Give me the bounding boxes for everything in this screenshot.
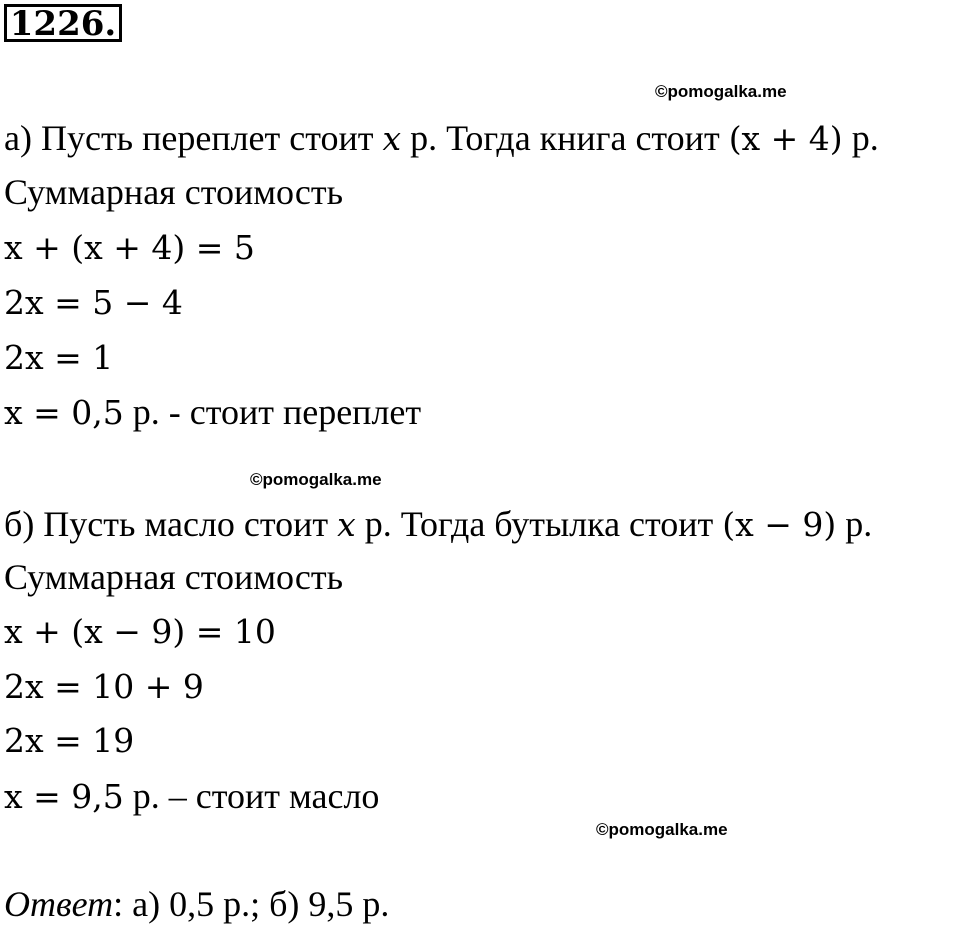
- part-a-equation-3: 2x = 1: [4, 338, 114, 377]
- part-b-equation-2: 2x = 10 + 9: [4, 667, 204, 706]
- answer-text: : а) 0,5 р.; б) 9,5 р.: [113, 884, 390, 924]
- part-b-intro-suffix: р.: [845, 504, 873, 544]
- watermark: ©pomogalka.me: [250, 470, 382, 489]
- part-b-equation-1: x + (x − 9) = 10: [4, 612, 276, 651]
- part-b-equation-4: [4, 776, 379, 817]
- answer-line: [4, 884, 389, 924]
- part-b-solution: x = 9,5: [4, 777, 124, 816]
- problem-number: 1226.: [4, 4, 122, 42]
- part-a-total-label: Суммарная стоимость: [4, 172, 344, 212]
- part-a-equation-1: x + (x + 4) = 5: [4, 228, 255, 267]
- part-a-variable: x: [382, 119, 402, 158]
- part-b-solution-text: р. – стоит масло: [132, 776, 380, 816]
- part-b-intro-prefix: б) Пусть масло стоит: [4, 504, 329, 544]
- part-a-intro-mid: р. Тогда книга стоит: [410, 118, 720, 158]
- part-a-intro-suffix: р.: [851, 118, 879, 158]
- part-b-intro-mid: р. Тогда бутылка стоит: [364, 504, 714, 544]
- part-a-expression: (x + 4): [728, 119, 843, 158]
- part-a-intro-prefix: а) Пусть переплет стоит: [4, 118, 374, 158]
- part-b-intro: [4, 504, 872, 545]
- watermark: ©pomogalka.me: [596, 820, 728, 839]
- part-b-expression: (x − 9): [722, 505, 837, 544]
- watermark: ©pomogalka.me: [655, 82, 787, 101]
- answer-label: Ответ: [4, 884, 114, 924]
- part-a-equation-2: 2x = 5 − 4: [4, 283, 183, 322]
- part-b-variable: x: [337, 505, 356, 544]
- part-a-solution: x = 0,5: [4, 393, 124, 432]
- part-a-intro: [4, 118, 879, 159]
- part-b-total-label: Суммарная стоимость: [4, 557, 344, 597]
- part-b-equation-3: 2x = 19: [4, 721, 135, 760]
- part-a-solution-text: р. - стоит переплет: [132, 392, 422, 432]
- part-a-equation-4: [4, 392, 421, 433]
